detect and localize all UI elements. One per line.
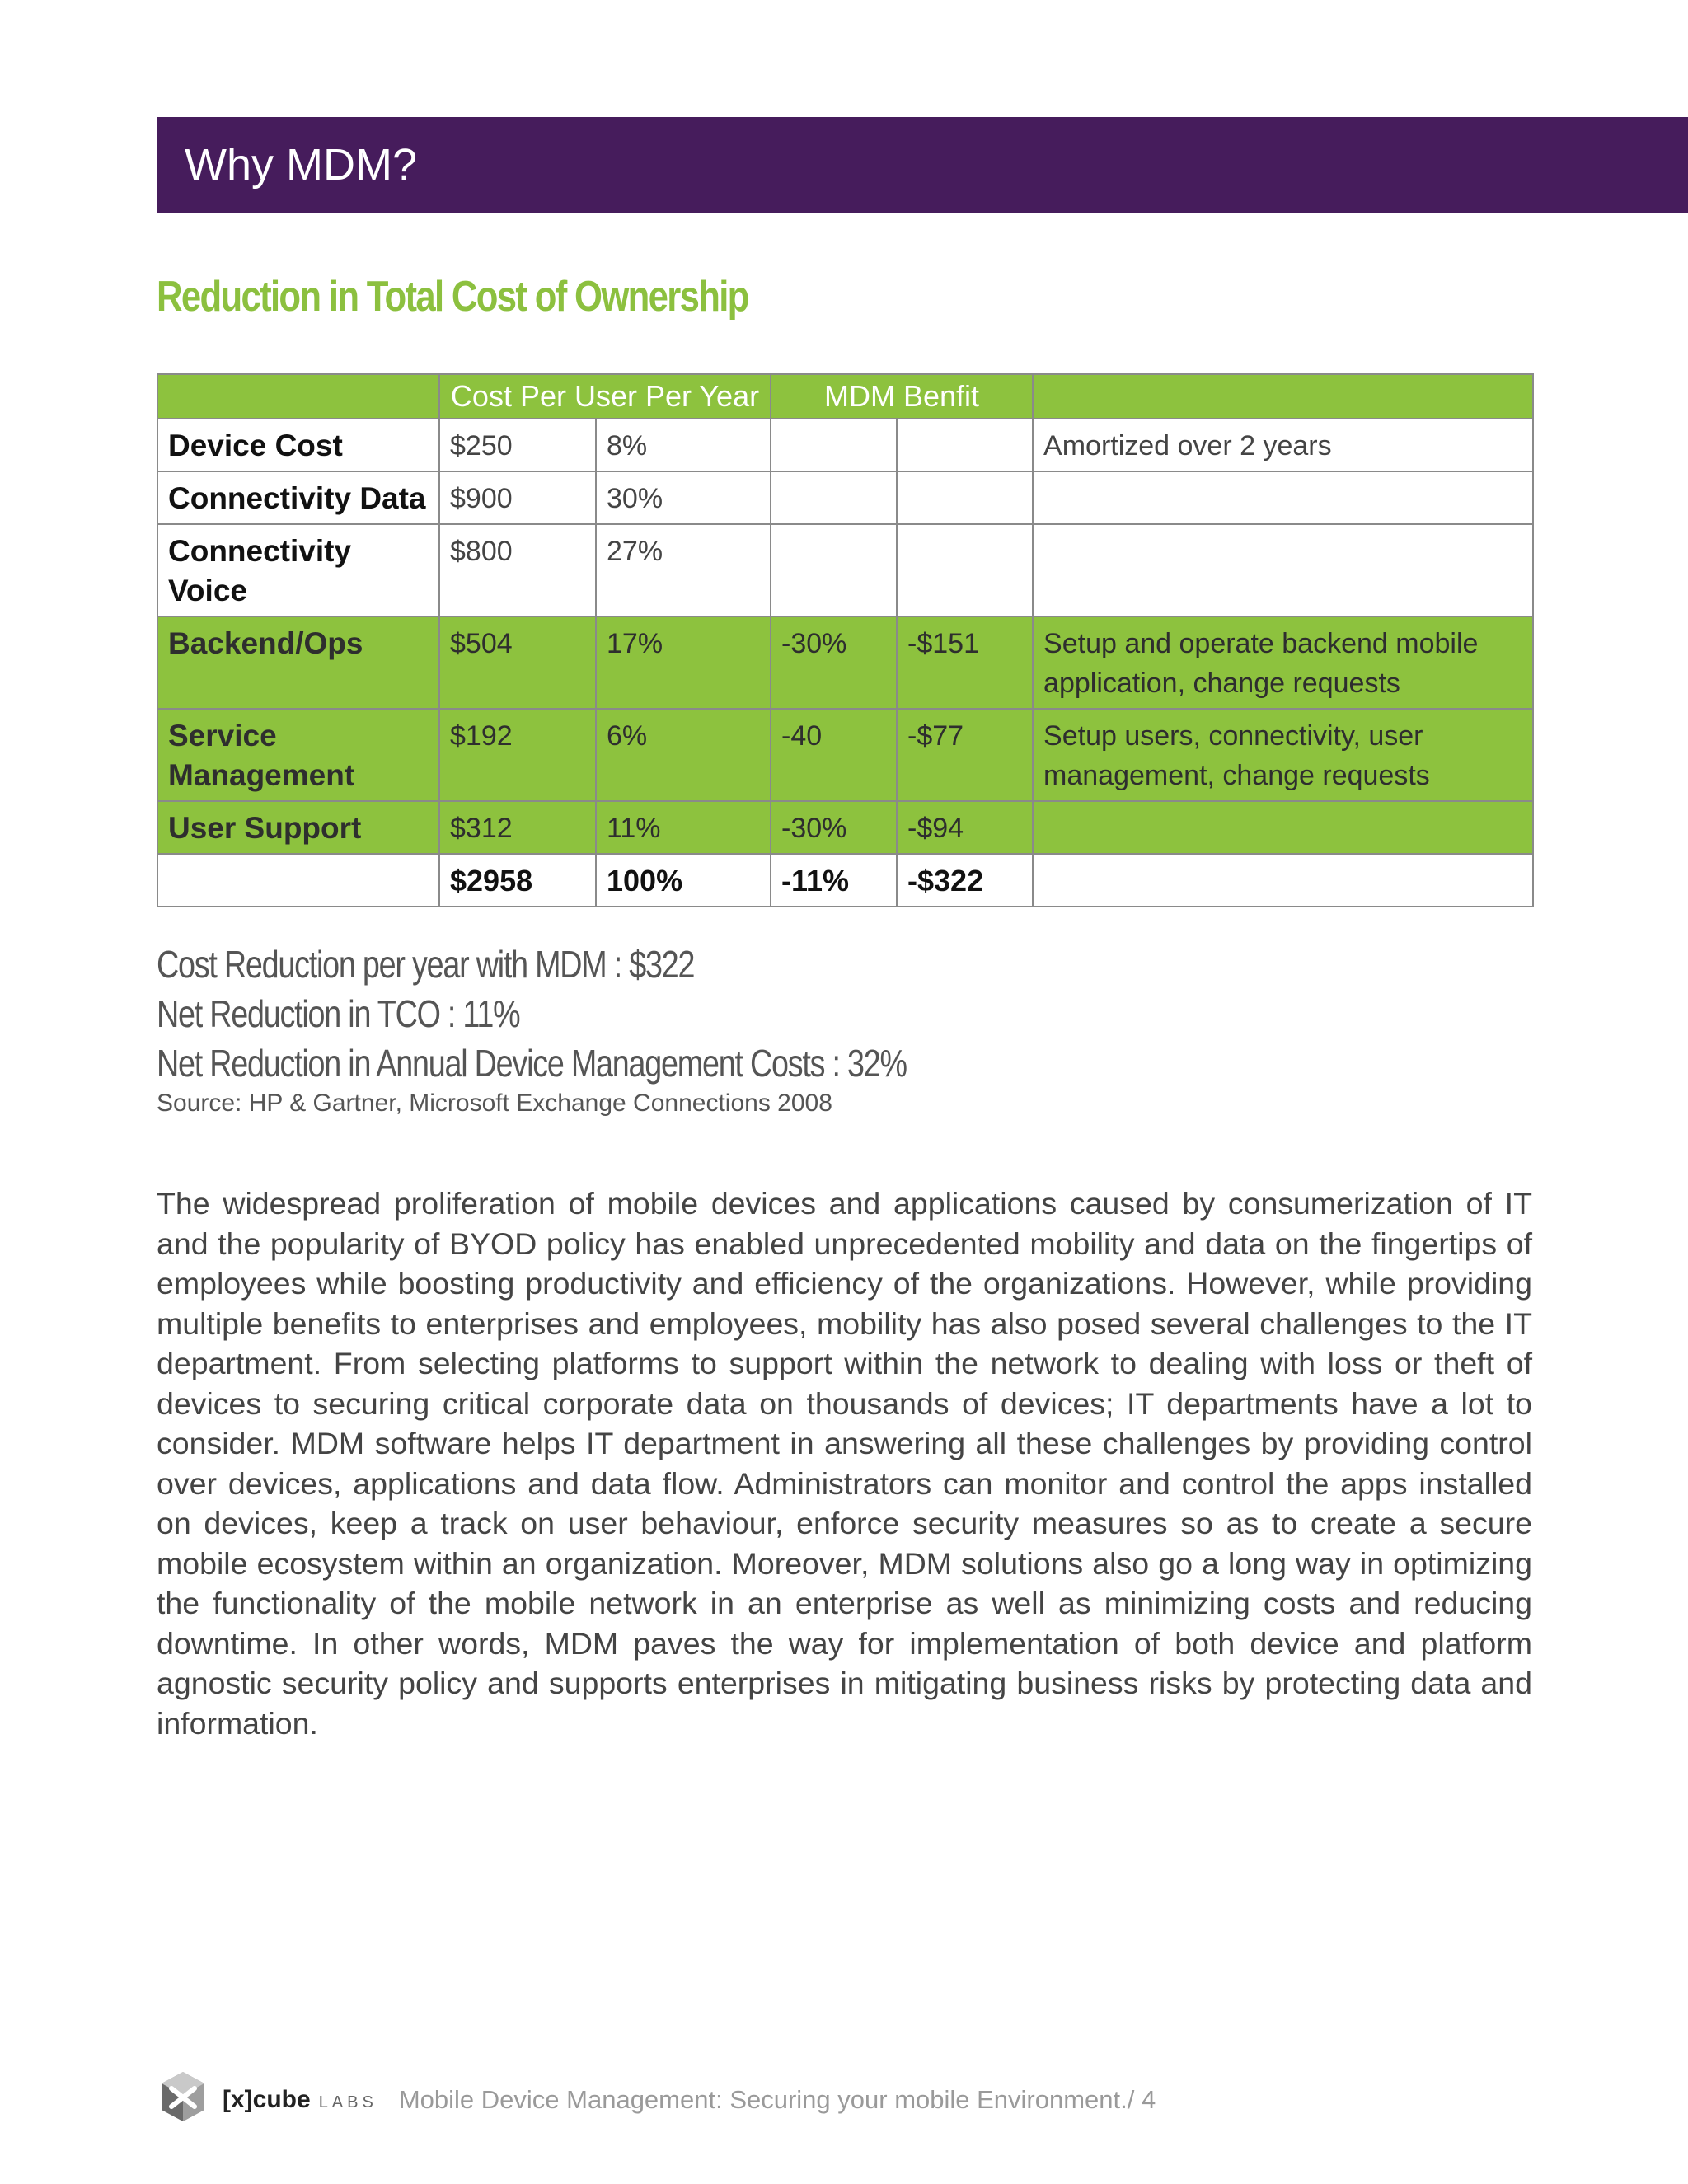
- mdm-percent-cell: [771, 524, 897, 616]
- mdm-amount-cell: -$77: [897, 709, 1033, 801]
- row-label: Service Management: [157, 709, 439, 801]
- cost-cell: $192: [439, 709, 596, 801]
- page-title: Why MDM?: [185, 140, 417, 190]
- total-note-cell: [1033, 854, 1533, 907]
- page-footer: [157, 2067, 1156, 2133]
- cost-cell: $504: [439, 616, 596, 709]
- percent-cell: 17%: [596, 616, 771, 709]
- tco-table: [157, 373, 1534, 907]
- summary-annual-costs: Net Reduction in Annual Device Management Costs : 32%: [157, 1042, 907, 1085]
- title-banner: [157, 117, 1688, 213]
- mdm-percent-cell: -30%: [771, 616, 897, 709]
- percent-cell: 8%: [596, 419, 771, 471]
- note-cell: [1033, 801, 1533, 854]
- cost-cell: $900: [439, 471, 596, 524]
- mdm-amount-cell: -$94: [897, 801, 1033, 854]
- row-label: Connectivity Data: [157, 471, 439, 524]
- mdm-amount-cell: [897, 419, 1033, 471]
- body-paragraph: The widespread proliferation of mobile devices and applications caused by consumerization of IT and the popularity of BYOD policy has enabled unprecedented mobility and data on the fingertips of employees while boosting productivity and efficiency of the organizations. However, while providing multiple benefits to enterprises and employees, mobility has also posed several challenges to the IT department. From selecting platforms to support within the network to dealing with loss or theft of devices to securing critical corporate data on thousands of devices; IT departments have a lot to consider. MDM software helps IT department in answering all these challenges by providing control over devices, applications and data flow. Administrators can monitor and control the apps installed on devices, keep a track on user behaviour, enforce security measures so as to create a secure mobile ecosystem within an organization. Moreover, MDM solutions also go a long way in optimizing the functionality of the mobile network in an enterprise as well as minimizing costs and reducing downtime. In other words, MDM paves the way for implementation of both device and platform agnostic security policy and supports enterprises in mitigating business risks by protecting data and information.: [157, 1186, 1532, 1741]
- cost-cell: $250: [439, 419, 596, 471]
- percent-cell: 30%: [596, 471, 771, 524]
- table-row: [157, 471, 1533, 524]
- mdm-percent-cell: -30%: [771, 801, 897, 854]
- mdm-percent-cell: [771, 471, 897, 524]
- header-cell-empty: [157, 374, 439, 419]
- header-cost-per-user: Cost Per User Per Year: [439, 374, 771, 419]
- percent-cell: 11%: [596, 801, 771, 854]
- table-row: [157, 709, 1533, 801]
- mdm-amount-cell: [897, 471, 1033, 524]
- header-cell-notes: [1033, 374, 1533, 419]
- total-mdm-percent-cell: -11%: [771, 854, 897, 907]
- note-cell: Amortized over 2 years: [1033, 419, 1533, 471]
- note-cell: [1033, 524, 1533, 616]
- summary-block: [157, 940, 907, 1088]
- brand-labs: LABS: [318, 2093, 377, 2111]
- table-row: [157, 801, 1533, 854]
- row-label: Device Cost: [157, 419, 439, 471]
- brand-wordmark: [x]cube: [223, 2086, 311, 2113]
- source-note: Source: HP & Gartner, Microsoft Exchange Connections 2008: [157, 1090, 832, 1117]
- footer-text: Mobile Device Management: Securing your mobile Environment./ 4: [398, 2085, 1156, 2114]
- row-label: User Support: [157, 801, 439, 854]
- table-row: [157, 524, 1533, 616]
- table-header-row: [157, 374, 1533, 419]
- note-cell: [1033, 471, 1533, 524]
- note-cell: Setup users, connectivity, user management, change requests: [1033, 709, 1533, 801]
- section-heading: Reduction in Total Cost of Ownership: [157, 273, 748, 321]
- mdm-amount-cell: [897, 524, 1033, 616]
- total-row-label: [157, 854, 439, 907]
- cost-cell: $800: [439, 524, 596, 616]
- total-percent-cell: 100%: [596, 854, 771, 907]
- summary-net-tco: Net Reduction in TCO : 11%: [157, 992, 520, 1035]
- cost-cell: $312: [439, 801, 596, 854]
- brand-name: [223, 2086, 377, 2114]
- mdm-amount-cell: -$151: [897, 616, 1033, 709]
- mdm-percent-cell: -40: [771, 709, 897, 801]
- summary-cost-reduction: Cost Reduction per year with MDM : $322: [157, 943, 695, 986]
- table-total-row: [157, 854, 1533, 907]
- cube-logo-icon: [157, 2067, 209, 2133]
- total-mdm-amount-cell: -$322: [897, 854, 1033, 907]
- mdm-percent-cell: [771, 419, 897, 471]
- header-mdm-benefit: MDM Benfit: [771, 374, 1033, 419]
- row-label: Backend/Ops: [157, 616, 439, 709]
- percent-cell: 27%: [596, 524, 771, 616]
- table-row: [157, 419, 1533, 471]
- row-label: Connectivity Voice: [157, 524, 439, 616]
- percent-cell: 6%: [596, 709, 771, 801]
- total-cost-cell: $2958: [439, 854, 596, 907]
- table-row: [157, 616, 1533, 709]
- note-cell: Setup and operate backend mobile application, change requests: [1033, 616, 1533, 709]
